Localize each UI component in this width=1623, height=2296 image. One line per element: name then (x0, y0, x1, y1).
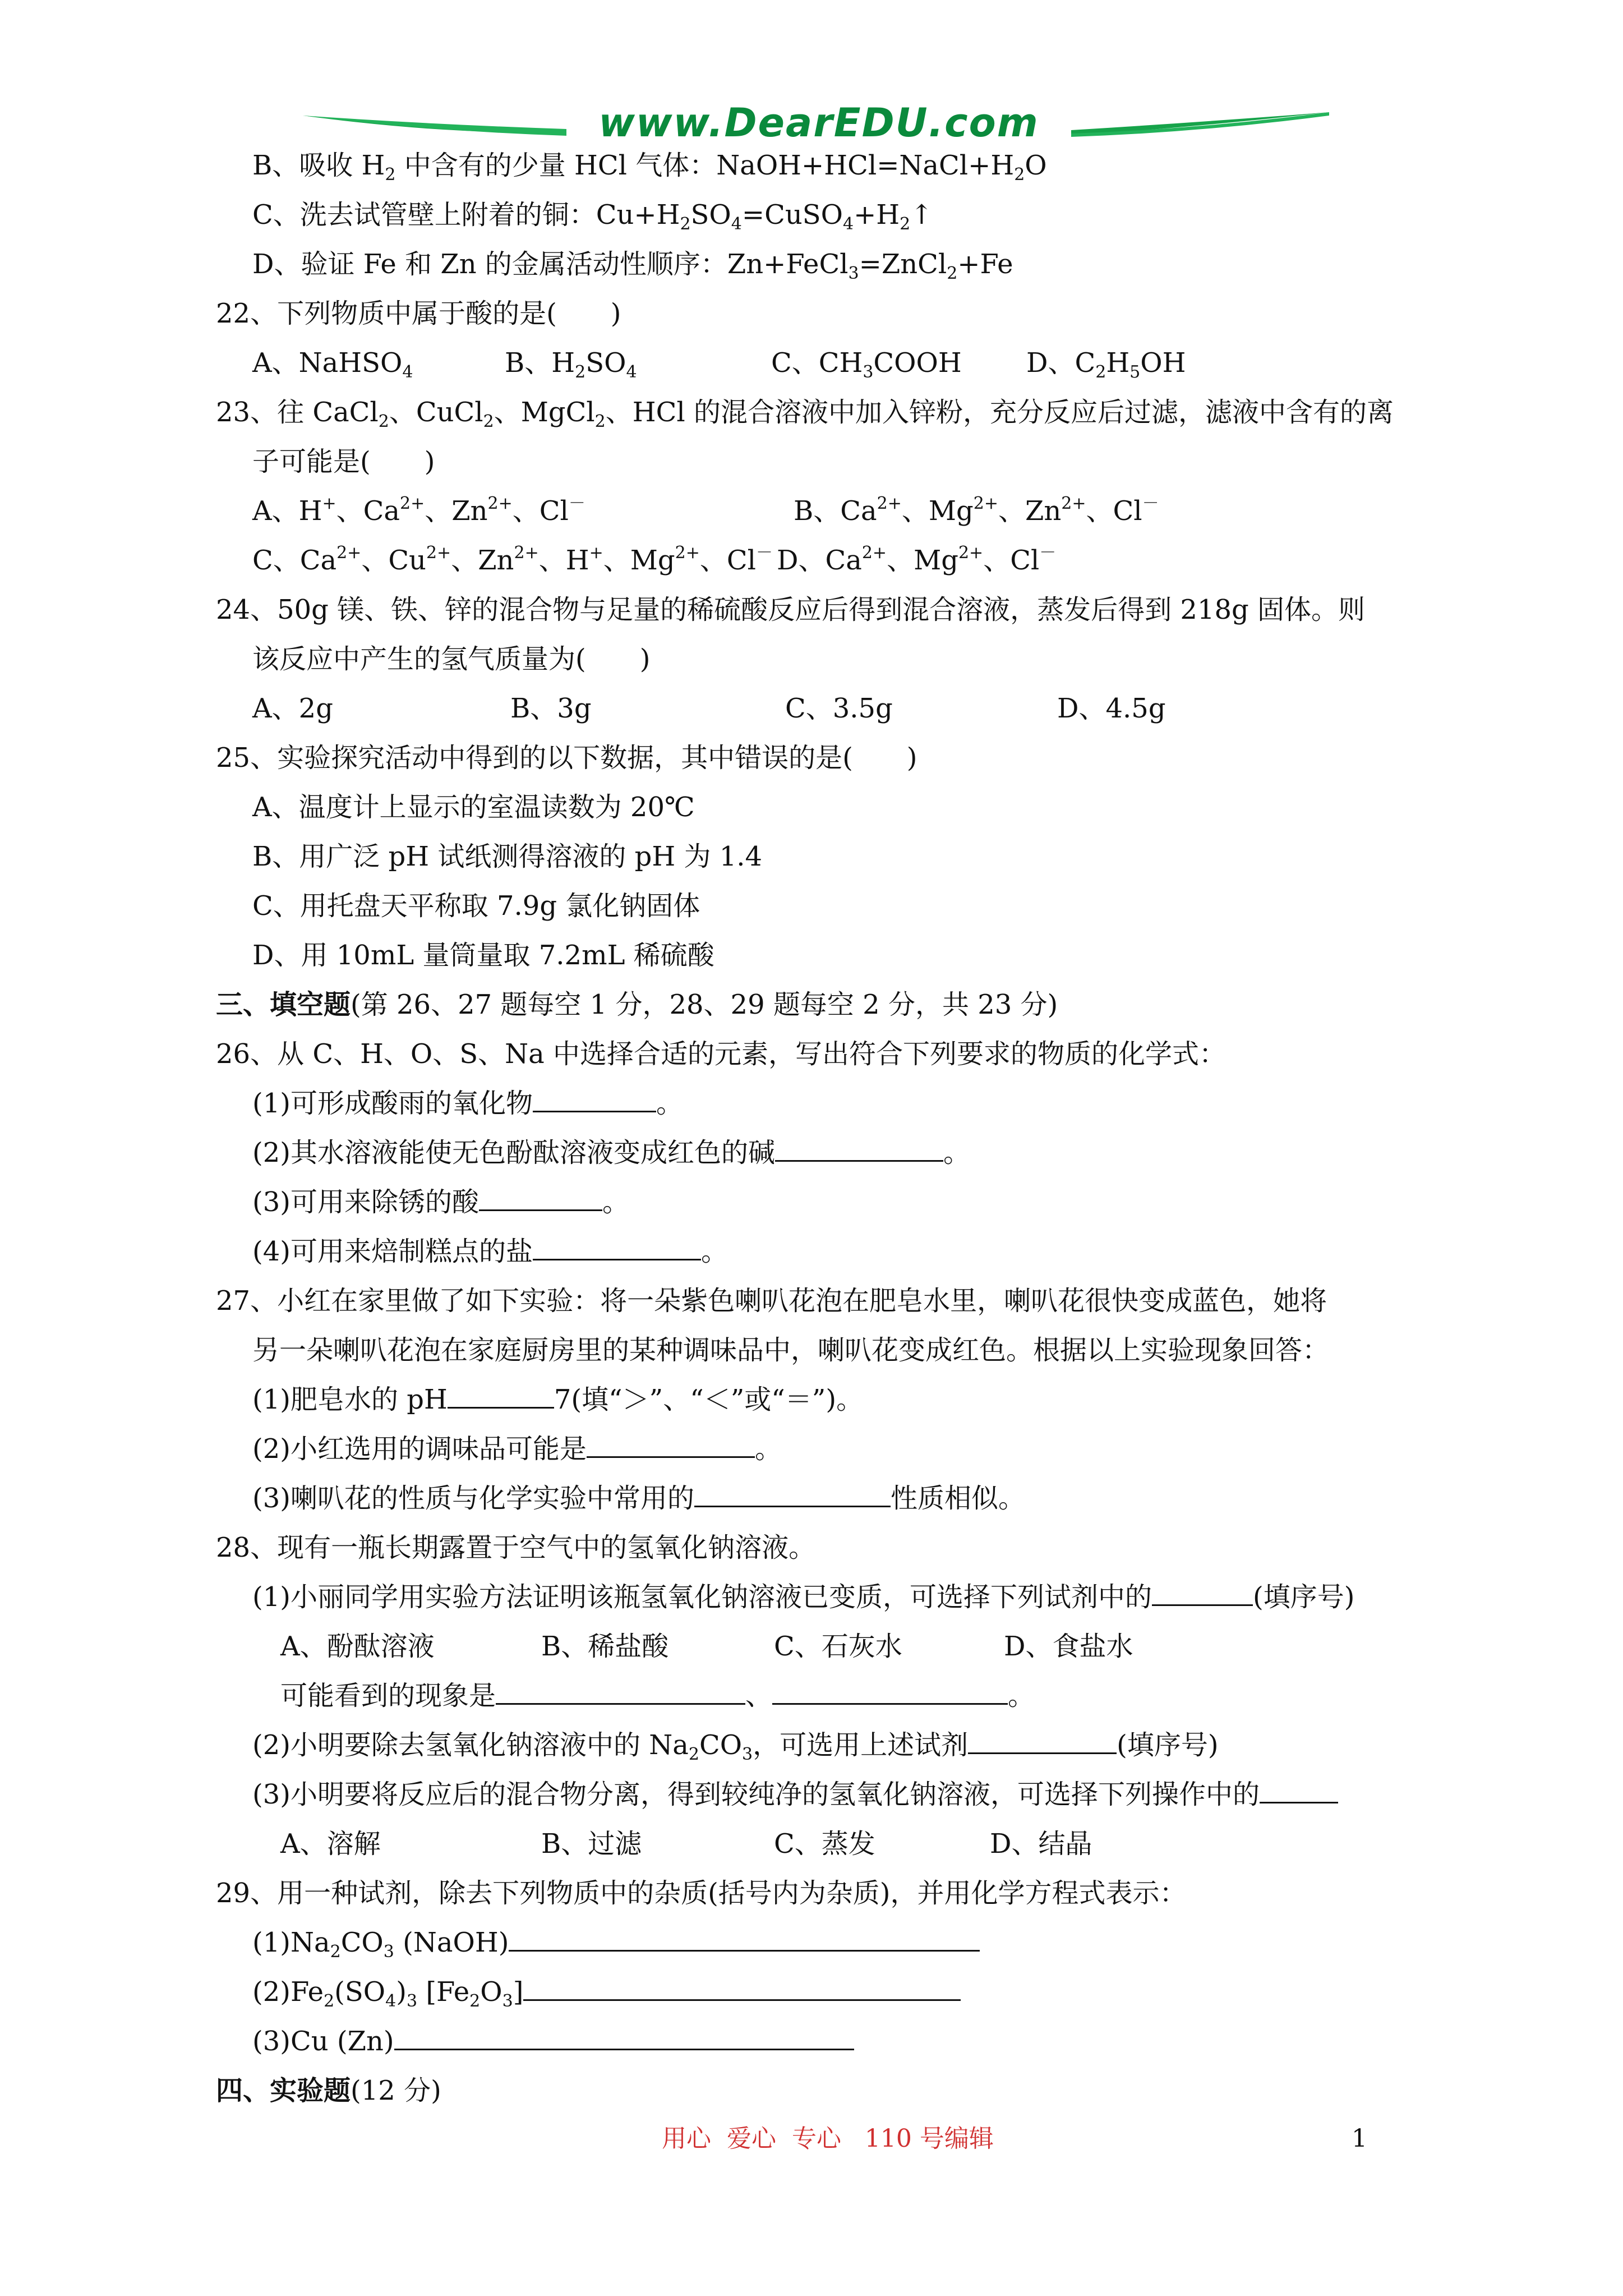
q23-option-d: D、$Ca^{2+}$、$Mg^{2+}$、Cl－ (777, 543, 1057, 576)
section-3-note: (第 26、27 题每空 1 分，28、29 题每空 2 分，共 23 分) (351, 989, 1058, 1020)
q22-option-a: A、NaHSO$_4$ (252, 347, 413, 382)
q26-blank-3[interactable] (479, 1184, 602, 1211)
q28-op-option-b: B、过滤 (541, 1828, 642, 1860)
q22-stem: 22、下列物质中属于酸的是( ) (216, 298, 621, 329)
q27-stem-line1: 27、小红在家里做了如下实验：将一朵紫色喇叭花泡在肥皂水里，喇叭花很快变成蓝色，她将 (216, 1285, 1327, 1317)
q28-op-option-c: C、蒸发 (774, 1828, 875, 1860)
q27-item-3: (3)喇叭花的性质与化学实验中常用的 性质相似。 (252, 1479, 1025, 1518)
q28-op-option-d: D、结晶 (990, 1828, 1092, 1860)
q28-options-1 (280, 1627, 1133, 1666)
q22-option-d: D、$C_2H_5OH$ (1026, 347, 1186, 382)
q27-blank-3[interactable] (694, 1480, 891, 1507)
q28-phenomena: 可能看到的现象是 、 。 (280, 1676, 1035, 1715)
q24-stem-line2: 该反应中产生的氢气质量为( ) (252, 643, 651, 675)
section-4-heading (216, 2071, 441, 2110)
q29-blank-2[interactable] (523, 1973, 961, 2001)
q24-options (252, 689, 1166, 728)
q24-option-b: B、3g (510, 693, 592, 724)
q22-option-b: B、$H_2SO_4$ (505, 347, 637, 382)
section-3-heading (216, 985, 1058, 1024)
section-4-note: (12 分) (351, 2075, 441, 2106)
section-4-title: 四、实验题 (216, 2075, 351, 2106)
footer-text: 用心 爱心 专心 110 号编辑 (662, 2124, 994, 2153)
q24-option-d: D、4.5g (1057, 693, 1166, 724)
q28-item-2: (2)小明要除去氢氧化钠溶液中的 $Na_2CO_3$，可选用上述试剂 (填序号) (252, 1726, 1219, 1765)
q27-item-2: (2)小红选用的调味品可能是 。 (252, 1429, 782, 1469)
q29-blank-3[interactable] (394, 2023, 854, 2050)
q26-item-3: (3)可用来除锈的酸 。 (252, 1182, 629, 1222)
q24-option-a: A、2g (252, 693, 333, 724)
q26-blank-2[interactable] (775, 1134, 943, 1162)
q26-item-4: (4)可用来焙制糕点的盐 。 (252, 1232, 728, 1271)
q23-option-a: A、H+、$Ca^{2+}$、$Zn^{2+}$、Cl－ (252, 494, 585, 527)
q29-item-3: (3)Cu (Zn) (252, 2022, 854, 2061)
q28-op-option-a: A、溶解 (280, 1828, 381, 1860)
q28-blank-phenomenon-2[interactable] (772, 1677, 1008, 1705)
q28-blank-2[interactable] (968, 1727, 1117, 1754)
q28-options-3 (280, 1824, 1092, 1864)
q28-blank-1[interactable] (1152, 1579, 1253, 1606)
q23-option-b: B、$Ca^{2+}$、$Mg^{2+}$、$Zn^{2+}$、Cl－ (794, 494, 1159, 527)
q28-stem: 28、现有一瓶长期露置于空气中的氢氧化钠溶液。 (216, 1532, 816, 1563)
q28-option-d: D、食盐水 (1004, 1631, 1133, 1662)
q23-option-c: C、$Ca^{2+}$、$Cu^{2+}$、$Zn^{2+}$、H+、$Mg^{2+}$、Cl－ (252, 543, 773, 576)
q25-option-b: B、用广泛 pH 试纸测得溶液的 pH 为 1.4 (252, 841, 763, 872)
q21-option-d: D、验证 Fe 和 Zn 的金属活动性顺序：Zn+FeCl$_3$=ZnCl$_2$+Fe (252, 249, 1013, 283)
q28-blank-phenomenon-1[interactable] (496, 1677, 745, 1705)
q27-stem-line2: 另一朵喇叭花泡在家庭厨房里的某种调味品中，喇叭花变成红色。根据以上实验现象回答： (252, 1335, 1330, 1366)
q28-blank-3[interactable] (1260, 1776, 1338, 1803)
q23-stem-line2: 子可能是( ) (252, 446, 435, 477)
q28-item-3: (3)小明要将反应后的混合物分离，得到较纯净的氢氧化钠溶液，可选择下列操作中的 (252, 1775, 1338, 1814)
q21-option-c: C、洗去试管壁上附着的铜：$Cu+H_2SO_4=CuSO_4+H_2↑$ (252, 199, 933, 234)
q26-blank-4[interactable] (533, 1233, 701, 1260)
q27-item-1: (1)肥皂水的 pH 7(填“＞”、“＜”或“＝”)。 (252, 1380, 863, 1419)
q26-item-2: (2)其水溶液能使无色酚酞溶液变成红色的碱 。 (252, 1133, 970, 1172)
q28-item-1: (1)小丽同学用实验方法证明该瓶氢氧化钠溶液已变质，可选择下列试剂中的 (填序号) (252, 1577, 1354, 1617)
q27-blank-2[interactable] (587, 1430, 755, 1458)
q24-option-c: C、3.5g (785, 693, 893, 724)
q23-options-row2 (252, 541, 1057, 580)
q26-blank-1[interactable] (533, 1085, 656, 1112)
q22-options (252, 343, 1186, 383)
q26-stem: 26、从 C、H、O、S、Na 中选择合适的元素，写出符合下列要求的物质的化学式： (216, 1038, 1227, 1070)
q29-item-2: $(2)Fe_2(SO_4)_3$ $[Fe_2O_3]$ (252, 1972, 961, 2012)
q29-blank-1[interactable] (509, 1924, 980, 1952)
q26-item-1: (1)可形成酸雨的氧化物 。 (252, 1084, 683, 1123)
page-number: 1 (1352, 2124, 1367, 2153)
q24-stem-line1: 24、50g 镁、铁、锌的混合物与足量的稀硫酸反应后得到混合溶液，蒸发后得到 218g 固体。则 (216, 594, 1366, 625)
logo-text: www.DearEDU.com (598, 100, 1039, 146)
q29-item-1: $(1)Na_2CO_3$ (NaOH) (252, 1923, 980, 1962)
q21-option-b: B、吸收 $H_2$ 中含有的少量 HCl 气体：$NaOH+HCl=NaCl+H_2O$ (252, 150, 1047, 185)
q27-blank-1[interactable] (448, 1381, 554, 1409)
q28-option-a: A、酚酞溶液 (280, 1631, 435, 1662)
q23-options-row1 (252, 491, 1159, 531)
q25-option-c: C、用托盘天平称取 7.9g 氯化钠固体 (252, 890, 700, 922)
q23-stem-line1: 23、往 CaCl$_2$、CuCl$_2$、MgCl$_2$、HCl 的混合溶液中加入锌粉，充分反应后过滤，滤液中含有的离 (216, 397, 1394, 431)
q25-stem: 25、实验探究活动中得到的以下数据，其中错误的是( ) (216, 742, 917, 774)
q25-option-a: A、温度计上显示的室温读数为 20℃ (252, 792, 695, 823)
q22-option-c: C、$CH_3COOH$ (771, 347, 962, 382)
q29-stem: 29、用一种试剂，除去下列物质中的杂质(括号内为杂质)，并用化学方程式表示： (216, 1878, 1187, 1909)
q28-option-b: B、稀盐酸 (541, 1631, 669, 1662)
section-3-title: 三、填空题 (216, 989, 351, 1020)
q28-option-c: C、石灰水 (774, 1631, 902, 1662)
q25-option-d: D、用 10mL 量筒量取 7.2mL 稀硫酸 (252, 940, 714, 971)
